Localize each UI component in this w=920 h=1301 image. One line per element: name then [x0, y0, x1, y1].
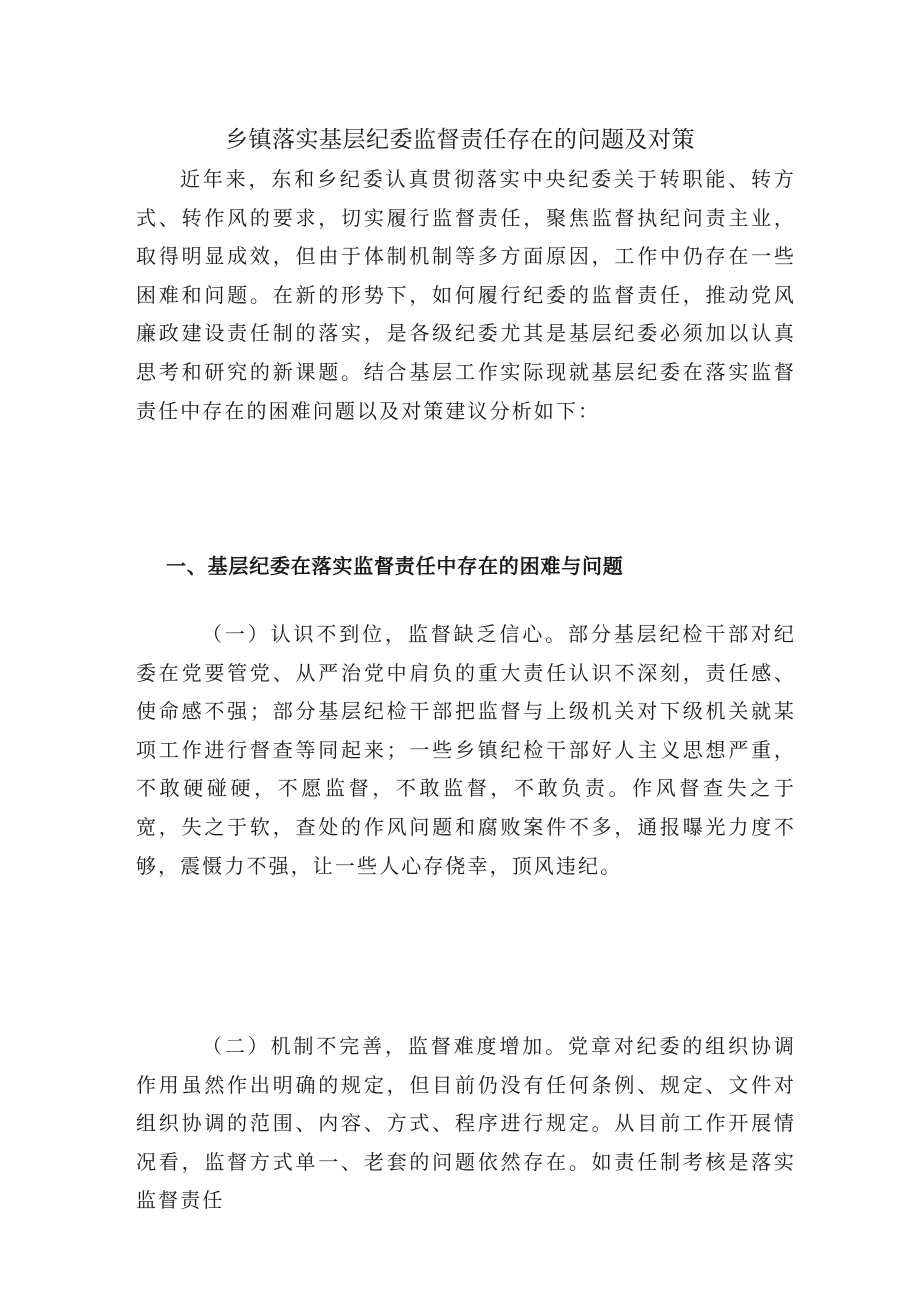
item-paragraph-2: （二）机制不完善，监督难度增加。党章对纪委的组织协调作用虽然作出明确的规定，但目前仍没有任何条例、规定、文件对组织协调的范围、内容、方式、程序进行规定。从目前工作开展情况看，监督方式单一、老套的问题依然存在。如责任制考核是落实监督责任: [136, 1034, 796, 1213]
section-heading: 一、基层纪委在落实监督责任中存在的困难与问题: [166, 554, 624, 578]
document-title: 乡镇落实基层纪委监督责任存在的问题及对策: [225, 127, 695, 153]
intro-paragraph: 近年来，东和乡纪委认真贯彻落实中央纪委关于转职能、转方式、转作风的要求，切实履行监督责任，聚焦监督执纪问责主业，取得明显成效，但由于体制机制等多方面原因，工作中仍存在一些困难和问题。在新的形势下，如何履行纪委的监督责任，推动党风廉政建设责任制的落实，是各级纪委尤其是基层纪委必须加以认真思考和研究的新课题。结合基层工作实际现就基层纪委在落实监督责任中存在的困难问题以及对策建议分析如下：: [136, 167, 796, 423]
item-paragraph-1: （一）认识不到位，监督缺乏信心。部分基层纪检干部对纪委在党要管党、从严治党中肩负的重大责任认识不深刻，责任感、使命感不强；部分基层纪检干部把监督与上级机关对下级机关就某项工作进行督查等同起来；一些乡镇纪检干部好人主义思想严重，不敢硬碰硬，不愿监督，不敢监督，不敢负责。作风督查失之于宽，失之于软，查处的作风问题和腐败案件不多，通报曝光力度不够，震慑力不强，让一些人心存侥幸，顶风违纪。: [136, 622, 796, 878]
